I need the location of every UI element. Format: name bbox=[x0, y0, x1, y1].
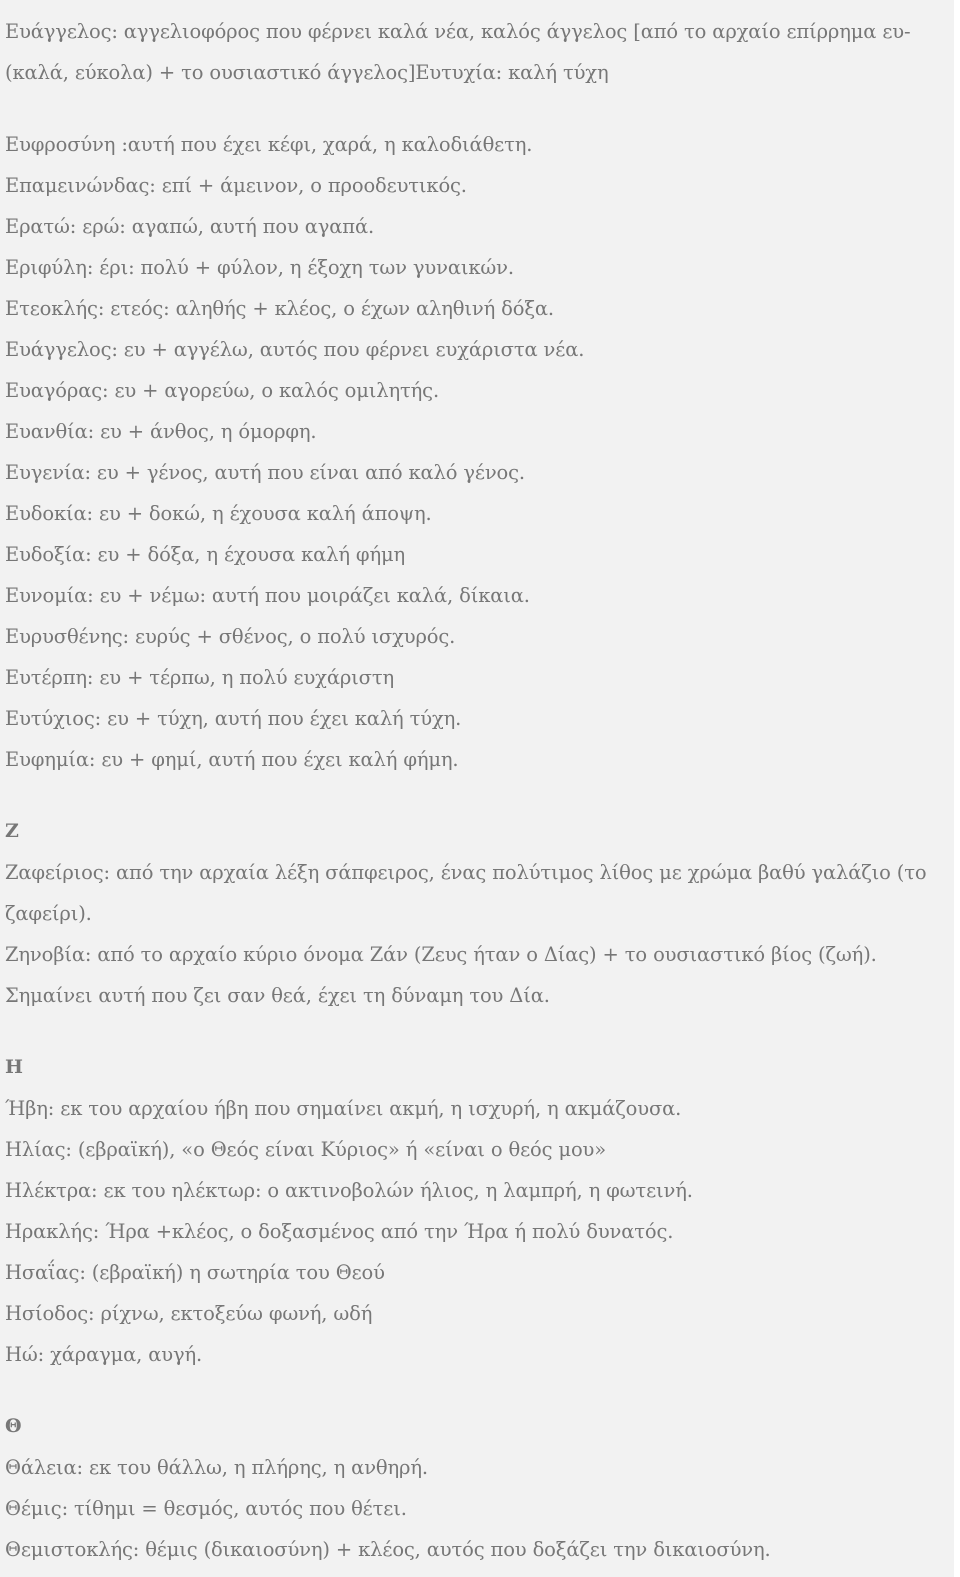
entry-line: Εριφύλη: έρι: πολύ + φύλον, η έξοχη των γυναικών. bbox=[5, 256, 514, 279]
entry-line: Ζηνοβία: από το αρχαίο κύριο όνομα Ζάν (Ζευς ήταν ο Δίας) + το ουσιαστικό βίος (ζωή). bbox=[5, 943, 877, 966]
entry-line: Ευτέρπη: ευ + τέρπω, η πολύ ευχάριστη bbox=[5, 666, 395, 689]
section-heading: Ζ bbox=[5, 820, 19, 842]
entry-line: Ευτύχιος: ευ + τύχη, αυτή που έχει καλή τύχη. bbox=[5, 707, 462, 730]
entry-line: Θάλεια: εκ του θάλλω, η πλήρης, η ανθηρή. bbox=[5, 1456, 428, 1479]
entry-line: Ηλέκτρα: εκ του ηλέκτωρ: ο ακτινοβολών ήλιος, η λαμπρή, η φωτεινή. bbox=[5, 1179, 693, 1202]
entry-line: Ηώ: χάραγμα, αυγή. bbox=[5, 1343, 203, 1366]
entry-line: Ευανθία: ευ + άνθος, η όμορφη. bbox=[5, 420, 317, 443]
document-content bbox=[5, 11, 950, 1570]
section-heading: Η bbox=[5, 1056, 23, 1078]
entry-line: Θέμις: τίθημι = θεσμός, αυτός που θέτει. bbox=[5, 1497, 407, 1520]
section-zeta bbox=[5, 811, 950, 1016]
paragraph-gap bbox=[5, 93, 950, 124]
entry-line: Ηλίας: (εβραϊκή), «ο Θεός είναι Κύριος» ή «είναι ο θεός μου» bbox=[5, 1138, 607, 1161]
entry-line: Ερατώ: ερώ: αγαπώ, αυτή που αγαπά. bbox=[5, 215, 375, 238]
section-theta bbox=[5, 1406, 950, 1570]
section-eta bbox=[5, 1047, 950, 1375]
entry-line: Ησίοδος: ρίχνω, εκτοξεύω φωνή, ωδή bbox=[5, 1302, 373, 1325]
entry-line: Ησαΐας: (εβραϊκή) η σωτηρία του Θεού bbox=[5, 1261, 385, 1284]
paragraph-gap bbox=[5, 1016, 950, 1047]
section-epsilon bbox=[5, 124, 950, 780]
entry-line: Ευνομία: ευ + νέμω: αυτή που μοιράζει καλά, δίκαια. bbox=[5, 584, 530, 607]
entry-line: Ηρακλής: Ήρα +κλέος, ο δοξασμένος από την Ήρα ή πολύ δυνατός. bbox=[5, 1220, 674, 1243]
entry-line: Επαμεινώνδας: επί + άμεινον, ο προοδευτικός. bbox=[5, 174, 467, 197]
entry-line: Σημαίνει αυτή που ζει σαν θεά, έχει τη δύναμη του Δία. bbox=[5, 984, 550, 1007]
entry-line: Ετεοκλής: ετεός: αληθής + κλέος, ο έχων αληθινή δόξα. bbox=[5, 297, 554, 320]
paragraph-gap bbox=[5, 780, 950, 811]
entry-line: Ευάγγελος: ευ + αγγέλω, αυτός που φέρνει ευχάριστα νέα. bbox=[5, 338, 585, 361]
entry-line: Ευδοκία: ευ + δοκώ, η έχουσα καλή άποψη. bbox=[5, 502, 432, 525]
section-heading: Θ bbox=[5, 1415, 22, 1437]
entry-line: Ευρυσθένης: ευρύς + σθένος, ο πολύ ισχυρός. bbox=[5, 625, 456, 648]
intro-line: (καλά, εύκολα) + το ουσιαστικό άγγελος]Ευτυχία: καλή τύχη bbox=[5, 61, 609, 84]
entry-line: Ήβη: εκ του αρχαίου ήβη που σημαίνει ακμή, η ισχυρή, η ακμάζουσα. bbox=[5, 1097, 682, 1120]
entry-line: Ευφροσύνη :αυτή που έχει κέφι, χαρά, η καλοδιάθετη. bbox=[5, 133, 533, 156]
paragraph-gap bbox=[5, 1375, 950, 1406]
entry-line: Ευδοξία: ευ + δόξα, η έχουσα καλή φήμη bbox=[5, 543, 406, 566]
entry-line: Ζαφείριος: από την αρχαία λέξη σάπφειρος, ένας πολύτιμος λίθος με χρώμα βαθύ γαλάζιο (το bbox=[5, 861, 927, 884]
intro-line: Ευάγγελος: αγγελιοφόρος που φέρνει καλά νέα, καλός άγγελος [από το αρχαίο επίρρημα ευ- bbox=[5, 20, 911, 43]
entry-line: Ευαγόρας: ευ + αγορεύω, ο καλός ομιλητής. bbox=[5, 379, 439, 402]
entry-line: Θεμιστοκλής: θέμις (δικαιοσύνη) + κλέος, αυτός που δοξάζει την δικαιοσύνη. bbox=[5, 1538, 771, 1561]
entry-line: Ευγενία: ευ + γένος, αυτή που είναι από καλό γένος. bbox=[5, 461, 525, 484]
entry-line: ζαφείρι). bbox=[5, 902, 92, 925]
entry-line: Ευφημία: ευ + φημί, αυτή που έχει καλή φήμη. bbox=[5, 748, 459, 771]
